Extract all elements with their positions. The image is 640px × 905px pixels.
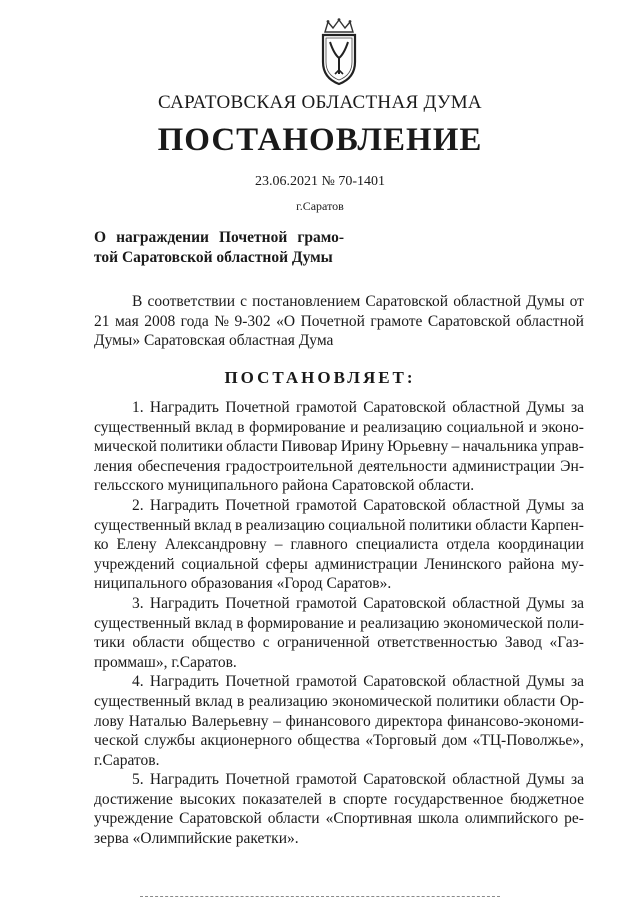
preamble-text: [94, 292, 584, 351]
coat-of-arms-emblem: [318, 18, 360, 86]
document-type-title: ПОСТАНОВЛЕНИЕ: [157, 122, 483, 158]
text-line: Думы» Саратовская областная Дума: [94, 332, 334, 350]
text-line: существенный вклад в реализацию социальной политики области Карпен-: [94, 516, 584, 534]
text-line: лову Наталью Валерьевну – финансового директора финансово-экономи-: [94, 712, 584, 730]
subject-word: Почетной: [219, 229, 288, 246]
text-line: 4. Наградить Почетной грамотой Саратовской областной Думы за: [132, 673, 584, 691]
text-line: достижение высоких показателей в спорте государственное бюджетное: [94, 790, 584, 808]
text-line: существенный вклад в формирование и реализацию социальной и эконо-: [94, 418, 584, 436]
organization-name: САРАТОВСКАЯ ОБЛАСТНАЯ ДУМА: [158, 92, 482, 113]
text-line: учреждений социальной сферы администрации Ленинского района му-: [94, 555, 584, 573]
text-line: мической политики области Пивовар Ирину Юрьевну – начальника управ-: [94, 438, 584, 456]
text-line: гельсского муниципального района Саратовской области.: [94, 477, 475, 495]
preamble-paragraph: [94, 292, 584, 351]
resolution-item: [94, 594, 584, 672]
subject-word: награждении: [116, 229, 209, 246]
text-line: существенный вклад в формирование и реализацию экономической поли-: [94, 614, 584, 632]
text-line: ко Елену Александровну – главного специалиста отдела координации: [94, 536, 584, 554]
text-line: 21 мая 2008 года № 9-302 «О Почетной грамоте Саратовской областной: [94, 312, 584, 330]
text-line: г.Саратов.: [94, 751, 160, 769]
text-line: 1. Наградить Почетной грамотой Саратовской областной Думы за: [132, 399, 584, 416]
text-line: ления обеспечения градостроительной деятельности администрации Эн-: [94, 457, 584, 475]
city-name: г.Саратов: [296, 199, 344, 213]
text-line: существенный вклад в реализацию экономической политики области Ор-: [94, 692, 584, 710]
text-line: 3. Наградить Почетной грамотой Саратовской областной Думы за: [132, 594, 584, 612]
text-line: 5. Наградить Почетной грамотой Саратовской областной Думы за: [132, 771, 584, 789]
text-line: В соответствии с постановлением Саратовской областной Думы от: [132, 293, 584, 310]
resolves-heading: ПОСТАНОВЛЯЕТ:: [224, 368, 416, 387]
subject-word: грамо-: [297, 229, 344, 246]
text-line: тики области общество с ограниченной ответственностью Завод «Газ-: [94, 634, 584, 652]
text-line: учреждение Саратовской области «Спортивная школа олимпийского ре-: [94, 810, 584, 828]
resolution-item: [94, 770, 584, 848]
page-bottom-divider: [140, 896, 500, 897]
text-line: ческой службы акционерного общества «Торговый дом «ТЦ-Поволжье»,: [94, 732, 584, 750]
document-subject: [94, 228, 344, 268]
text-line: зерва «Олимпийские ракетки».: [94, 830, 299, 848]
resolution-item: [94, 398, 584, 496]
text-line: ниципального образования «Город Саратов».: [94, 575, 392, 593]
text-line: 2. Наградить Почетной грамотой Саратовской областной Думы за: [132, 496, 584, 514]
subject-word: О: [94, 229, 107, 246]
resolution-item: [94, 672, 584, 770]
text-line: проммаш», г.Саратов.: [94, 653, 237, 671]
date-and-number: 23.06.2021 № 70-1401: [254, 174, 386, 189]
resolution-items: [94, 398, 584, 849]
subject-line-1: [94, 228, 344, 248]
subject-line-2: той Саратовской областной Думы: [94, 249, 333, 266]
resolution-item: [94, 496, 584, 594]
